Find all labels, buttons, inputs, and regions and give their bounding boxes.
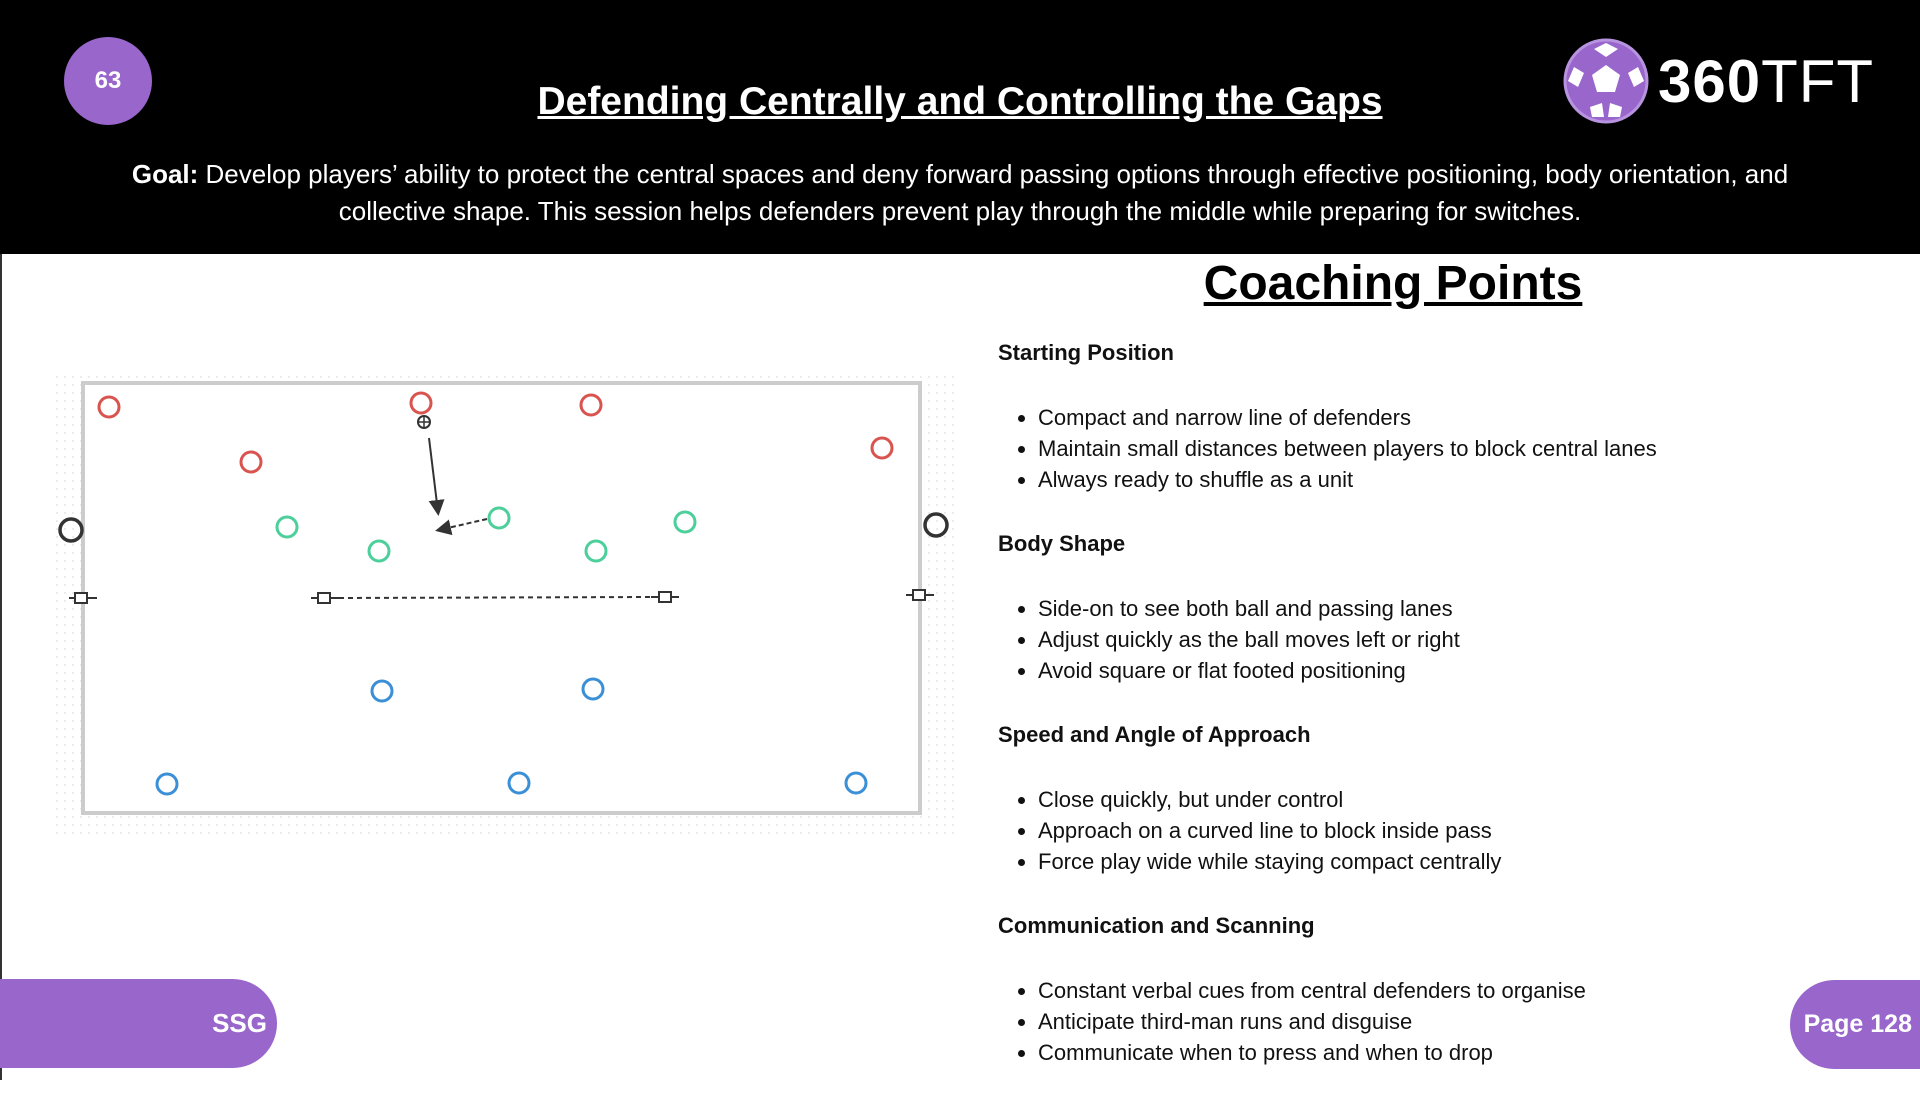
- pitch-diagram: [55, 375, 960, 835]
- list-item: • Avoid square or flat footed positioning: [1038, 655, 1898, 686]
- section-heading: Speed and Angle of Approach: [998, 722, 1311, 747]
- section-list: [998, 784, 1898, 877]
- section-heading: Body Shape: [998, 531, 1126, 556]
- list-item: • Maintain small distances between players to block central lanes: [1038, 433, 1898, 464]
- goal-label: Goal:: [131, 159, 199, 189]
- list-item: • Communicate when to press and when to drop: [1038, 1037, 1898, 1068]
- list-item: • Close quickly, but under control: [1038, 784, 1898, 815]
- list-item: • Approach on a curved line to block inside pass: [1038, 815, 1898, 846]
- halfway-dashed-line: [339, 597, 651, 598]
- logo-text-light: TFT: [1761, 47, 1875, 115]
- session-number-badge: 63: [64, 37, 152, 125]
- section-heading: Starting Position: [998, 340, 1174, 365]
- category-tab: SSG: [0, 979, 277, 1068]
- list-item: • Always ready to shuffle as a unit: [1038, 464, 1898, 495]
- header-bar: [0, 0, 1920, 254]
- coaching-points-body: [998, 338, 1898, 1102]
- section-list: [998, 975, 1898, 1068]
- list-item: • Compact and narrow line of defenders: [1038, 402, 1898, 433]
- list-item: • Anticipate third-man runs and disguise: [1038, 1006, 1898, 1037]
- content-left-border: [0, 254, 2, 1080]
- section-list: [998, 402, 1898, 495]
- page-number-tab: Page 128: [1790, 980, 1920, 1069]
- list-item: • Constant verbal cues from central defenders to organise: [1038, 975, 1898, 1006]
- goal-description: [100, 156, 1820, 230]
- section-list: [998, 593, 1898, 686]
- ball-icon: [418, 416, 430, 428]
- goal-text: Develop players’ ability to protect the central spaces and deny forward passing options through effective positioning, body orientation, and collective shape. This session helps defenders prevent play through the middle while preparing for switches.: [198, 159, 1789, 226]
- brand-logo: [1562, 36, 1874, 126]
- coaching-points-title: Coaching Points: [1203, 257, 1583, 310]
- section-heading: Communication and Scanning: [998, 913, 1315, 938]
- soccer-ball-icon: [1562, 37, 1650, 125]
- list-item: • Side-on to see both ball and passing lanes: [1038, 593, 1898, 624]
- logo-wordmark: [1658, 47, 1874, 116]
- logo-text-bold: 360: [1658, 47, 1762, 115]
- pitch-svg: [55, 375, 960, 835]
- list-item: • Force play wide while staying compact centrally: [1038, 846, 1898, 877]
- session-title: Defending Centrally and Controlling the Gaps: [537, 80, 1383, 123]
- list-item: • Adjust quickly as the ball moves left or right: [1038, 624, 1898, 655]
